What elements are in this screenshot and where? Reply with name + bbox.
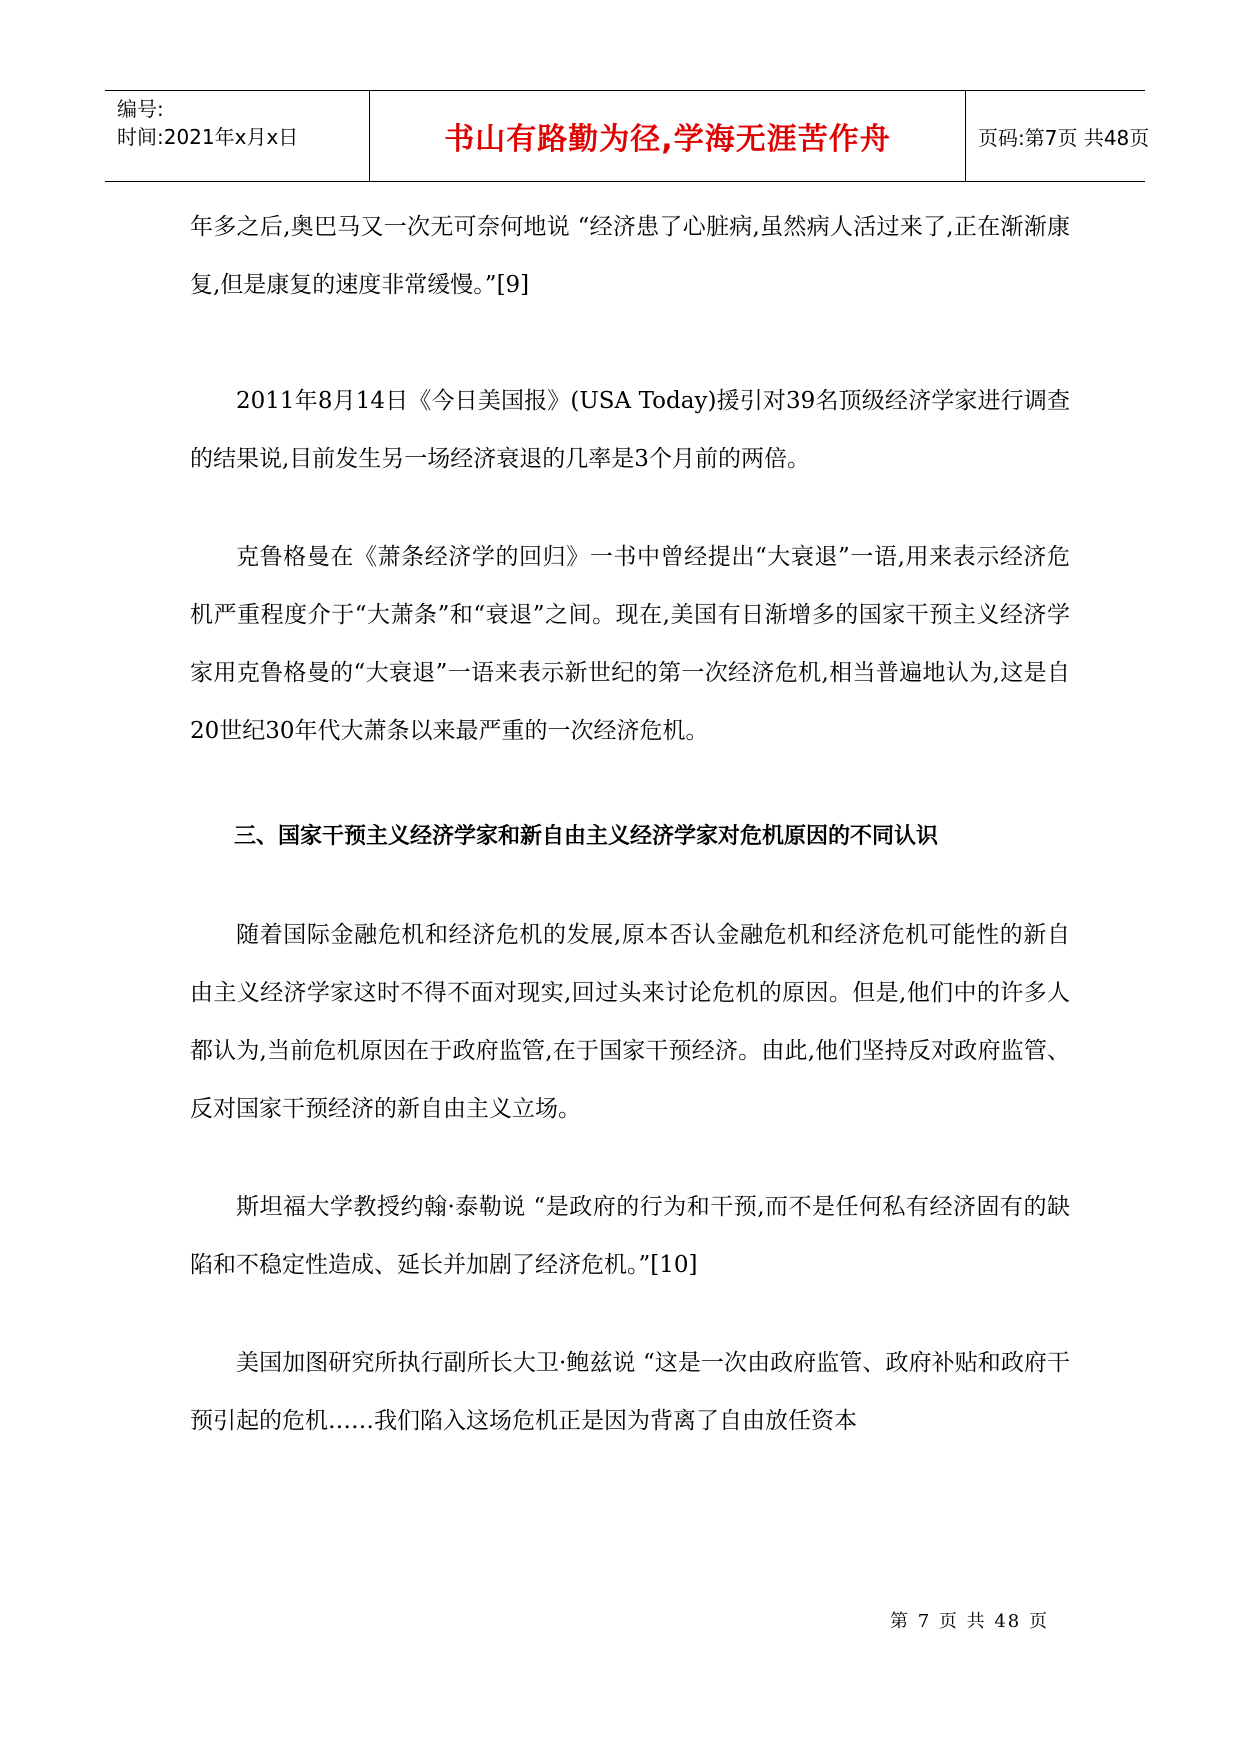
section-heading: 三、国家干预主义经济学家和新自由主义经济学家对危机原因的不同认识 (234, 824, 939, 849)
paragraph-2: 2011年8月14日《今日美国报》(USA Today)援引对39名顶级经济学家进行调查的结果说,目前发生另一场经济衰退的几率是3个月前的两倍。 (190, 388, 1070, 472)
paragraph-4: 随着国际金融危机和经济危机的发展,原本否认金融危机和经济危机可能性的新自由主义经济学家这时不得不面对现实,回过头来讨论危机的原因。但是,他们中的许多人都认为,当前危机原因在于政府监管,在于国家干预经济。由此,他们坚持反对政府监管、反对国家干预经济的新自由主义立场。 (190, 922, 1070, 1122)
page-footer: 第 7 页 共 48 页 (890, 1611, 1049, 1632)
document-body (190, 198, 1070, 1450)
document-time-label: 时间:2021年x月x日 (117, 125, 299, 149)
header-motto: 书山有路勤为径,学海无涯苦作舟 (370, 91, 966, 181)
page-header (105, 90, 1150, 182)
paragraph-5: 斯坦福大学教授约翰·泰勒说 “是政府的行为和干预,而不是任何私有经济固有的缺陷和不稳定性造成、延长并加剧了经济危机。”[10] (190, 1194, 1070, 1278)
paragraph-1: 年多之后,奥巴马又一次无可奈何地说 “经济患了心脏病,虽然病人活过来了,正在渐渐康复,但是康复的速度非常缓慢。”[9] (190, 214, 1070, 298)
paragraph-3: 克鲁格曼在《萧条经济学的回归》一书中曾经提出“大衰退”一语,用来表示经济危机严重程度介于“大萧条”和“衰退”之间。现在,美国有日渐增多的国家干预主义经济学家用克鲁格曼的“大衰退”一语来表示新世纪的第一次经济危机,相当普遍地认为,这是自20世纪30年代大萧条以来最严重的一次经济危机。 (190, 544, 1070, 744)
document-number-label: 编号: (117, 97, 164, 121)
paragraph-6: 美国加图研究所执行副所长大卫·鲍兹说 “这是一次由政府监管、政府补贴和政府干预引起的危机……我们陷入这场危机正是因为背离了自由放任资本 (190, 1350, 1070, 1434)
header-info-cell (105, 91, 370, 181)
header-page-label: 页码:第7页 共48页 (978, 125, 1150, 150)
